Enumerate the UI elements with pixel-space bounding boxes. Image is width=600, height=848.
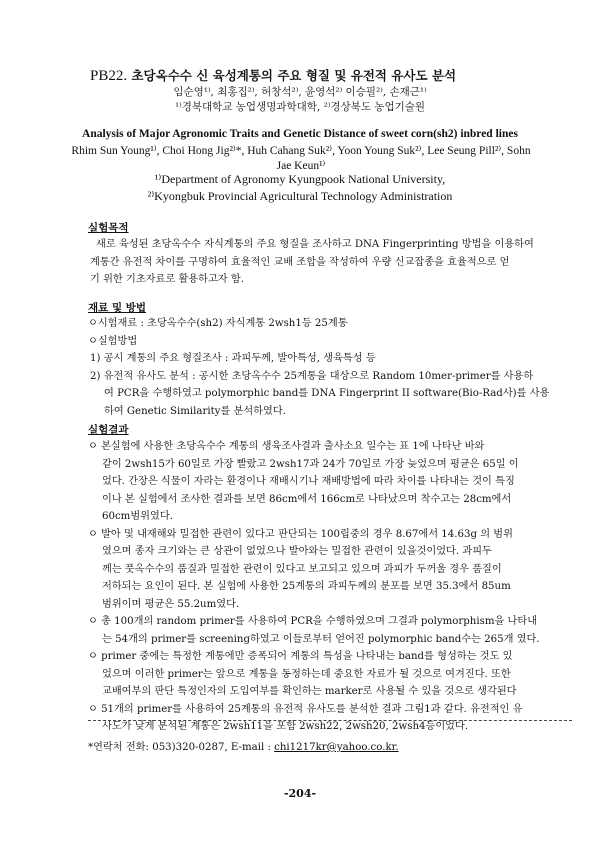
- purpose-line: 기 위한 기초자료로 활용하고자 함.: [90, 274, 244, 285]
- purpose-heading: 실험목적: [88, 222, 129, 234]
- english-authors-line-2: Jae Keun¹⁾: [276, 160, 326, 172]
- materials-heading: 재료 및 방법: [88, 302, 147, 314]
- paper-code: PB22.: [90, 68, 128, 84]
- results-body: [88, 438, 574, 736]
- results-line: ㅇ 총 100개의 random primer를 사용하여 PCR을 수행하였으며 그결과 polymorphism을 나타내: [88, 616, 538, 627]
- results-line: 60cm범위였다.: [102, 511, 173, 522]
- results-line: ㅇ 발아 및 내재해와 밀접한 관련이 있다고 판단되는 100립중의 경우 8.67에서 14.63g 의 범위: [88, 528, 513, 540]
- contact-label: *연락처 전화: 053)320-0287, E-mail :: [88, 742, 275, 753]
- results-line: ㅇ 본실험에 사용한 초당옥수수 계통의 생육조사결과 출사소요 일수는 표 1에 나타난 바와: [88, 441, 485, 452]
- results-line: 저하되는 요인이 된다. 본 실험에 사용한 25계통의 과피두께의 분포를 보면 35.3에서 85um: [102, 581, 511, 592]
- korean-affiliations: ¹⁾경북대학교 농업생명과학대학, ²⁾경상북도 농업기술원: [174, 101, 426, 113]
- english-affiliation-2: ²⁾Kyongbuk Provincial Agricultural Technology Administration: [147, 189, 453, 203]
- purpose-body: [90, 236, 572, 289]
- materials-line: 1) 공시 계통의 주요 형질조사 : 과피두께, 발아특성, 생육특성 등: [90, 353, 376, 364]
- page-number: -204-: [283, 787, 317, 800]
- materials-body: [88, 315, 574, 420]
- korean-authors: 임순영¹⁾, 최홍집²⁾, 허창석²⁾, 윤영석²⁾ 이승필²⁾, 손재근¹⁾: [173, 86, 427, 98]
- results-line: ㅇ 51개의 primer를 사용하여 25계통의 유전적 유사도를 분석한 결과 그림1과 같다. 유전적인 유: [88, 703, 523, 715]
- korean-title: 초당옥수수 신 육성계통의 주요 형질 및 유전적 유사도 분석: [131, 68, 457, 83]
- results-line: 었으며 이러한 primer는 앞으로 계통을 동정하는데 중요한 자료가 될 것으로 여겨진다. 또한: [102, 668, 511, 680]
- materials-line: 하여 Genetic Similarity를 분석하였다.: [104, 405, 286, 417]
- results-line: 께는 풋옥수수의 품질과 밀접한 관련이 있다고 보고되고 있으며 과피가 두꺼울 경우 품질이: [102, 563, 502, 575]
- materials-line: ㅇ실험방법: [88, 335, 138, 347]
- materials-line: ㅇ시험재료 : 초당옥수수(sh2) 자식계통 2wsh1등 25계통: [88, 318, 348, 329]
- purpose-line: 계통간 유전적 차이를 구명하여 효율적인 교배 조합을 작성하여 우량 신교잡종을 효율적으로 얻: [90, 256, 510, 268]
- results-line: 었다. 간장은 식물이 자라는 환경이나 재배시기나 재배방법에 따라 차이를 나타내는 것이 특징: [102, 476, 515, 487]
- results-line: 사도가 낮게 분석된 계통은 2wsh11을 포함 2wsh22, 2wsh20, 2wsh4등이었다.: [102, 721, 469, 732]
- results-line: ㅇ primer 중에는 특정한 계통에만 증폭되어 계통의 특성을 나타내는 band를 형성하는 것도 있: [88, 651, 513, 662]
- results-line: 이나 본 실험에서 조사한 결과를 보면 86cm에서 166cm로 나타났으며 착수고는 28cm에서: [102, 493, 512, 505]
- results-line: 였으며 종자 크기와는 큰 상관이 없었으나 발아와는 밀접한 관련이 있을것이었다. 과피두: [102, 546, 492, 557]
- results-heading: 실험결과: [88, 424, 129, 436]
- footnote-divider: [88, 720, 572, 721]
- results-line: 같이 2wsh15가 60일로 가장 빨랐고 2wsh17과 24가 70일로 가장 늦었으며 평균은 65일 이: [102, 458, 519, 470]
- english-authors: [36, 144, 566, 174]
- results-line: 교배여부의 판단 특정인자의 도입여부를 확인하는 marker로 사용될 수 있을 것으로 생각된다: [102, 686, 517, 697]
- results-line: 는 54개의 primer를 screening하였고 이들로부터 얻어진 polymorphic band수는 265개 였다.: [102, 633, 540, 645]
- results-line: 범위이며 평균은 55.2um였다.: [102, 598, 240, 610]
- english-authors-line-1: Rhim Sun Young¹⁾, Choi Hong Jig²⁾*, Huh Cahang Suk²⁾, Yoon Young Suk²⁾, Lee Seung Pill²⁾, Sohn: [71, 145, 531, 157]
- materials-line: 여 PCR을 수행하였고 polymorphic band를 DNA Fingerprint II software(Bio-Rad사)를 사용: [104, 388, 550, 399]
- paper-title: [90, 66, 530, 85]
- contact-footnote: [88, 738, 399, 753]
- english-title: Analysis of Major Agronomic Traits and Genetic Distance of sweet corn(sh2) inbred lines: [82, 128, 518, 140]
- english-affiliation-1: ¹⁾Department of Agronomy Kyungpook National University,: [154, 172, 446, 186]
- contact-email-link[interactable]: chi1217kr@yahoo.co.kr.: [274, 742, 399, 753]
- purpose-line: 새로 육성된 초당옥수수 자식계통의 주요 형질을 조사하고 DNA Fingerprinting 방법을 이용하여: [96, 239, 534, 250]
- materials-line: 2) 유전적 유사도 분석 : 공시한 초당옥수수 25계통을 대상으로 Random 10mer-primer를 사용하: [90, 370, 534, 382]
